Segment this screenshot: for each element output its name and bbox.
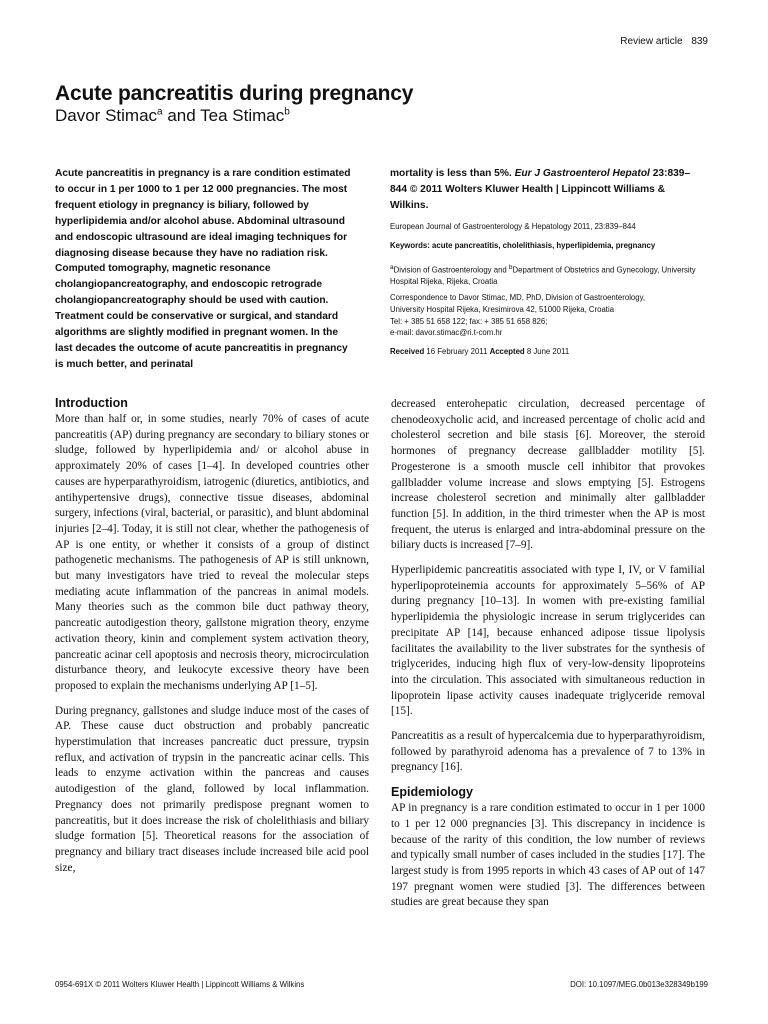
affiliation-b: Department of Obstetrics and Gynecology, University Hospital Rijeka, Rijeka, Croatia	[390, 265, 696, 287]
paragraph: During pregnancy, gallstones and sludge induce most of the cases of AP. These cause duct obstruction and probably pancreatic hyperstimulation that increases pancreatic duct pressure, trypsin reflux, and activation of trypsin in the pancreatic acinar cells. This leads to enzyme activation within the pancreas and causes autodigestion of the gland, followed by local inflammation. Pregnancy does not primarily predispose pregnant women to pancreatitis, but it does increase the risk of cholelithiasis and biliary sludge formation [5]. Theoretical reasons for the association of pregnancy and biliary tract diseases include increased bile acid pool size,	[55, 704, 369, 874]
author-affiliation-mark: b	[284, 106, 290, 118]
section-heading-introduction: Introduction	[55, 396, 128, 410]
abstract-right	[390, 166, 700, 214]
abstract-left: Acute pancreatitis in pregnancy is a rare condition estimated to occur in 1 per 1000 to 1 per 12 000 pregnancies. The most frequent etiology in pregnancy is biliary, followed by hyperlipidemia and/or alcohol abuse. Abdominal ultrasound and endoscopic ultrasound are ideal imaging techniques for diagnosing disease because they have no radiation risk. Computed tomography, magnetic resonance cholangiopancreatography, and endoscopic retrograde cholangiopancreatography should be used with caution. Treatment could be conservative or surgical, and standard algorithms are slightly modified in pregnant women. In the last decades the outcome of acute pancreatitis in pregnancy is much better, and perinatal	[55, 168, 351, 370]
correspondence-line: University Hospital Rijeka, Kresimirova 42, 51000 Rijeka, Croatia	[390, 304, 615, 314]
section-heading-epidemiology: Epidemiology	[391, 785, 473, 800]
section-label: Review article	[620, 36, 683, 47]
affiliations	[390, 262, 720, 288]
correspondence-email: e-mail: davor.stimac@ri.t-com.hr	[390, 328, 503, 338]
paragraph: decreased enterohepatic circulation, decreased percentage of chenodeoxycholic acid, and increased percentage of cholic acid and cholesterol secretion and bile stasis [6]. Moreover, the steroid hormones of pregnancy decrease gallbladder motility [5]. Progesterone is a smooth muscle cell inhibitor that provokes gallbladder volume increase and slows emptying [5]. Estrogens increase cholesterol secretion and minimally alter gallbladder function [5]. In addition, in the third trimester when the AP is most frequent, the uterus is enlarged and intra-abdominal pressure on the biliary ducts is increased [7–9].	[391, 398, 705, 552]
paragraph: More than half or, in some studies, nearly 70% of cases of acute pancreatitis (AP) during pregnancy are secondary to biliary stones or sludge, followed by hyperlipidemia and/ or alcohol abuse in approximately 20% of cases [1–4]. In developed countries other causes are hyperparathyroidism, iatrogenic (diuretics, antibiotics, and antihypertensive drugs), connective tissue diseases, abdominal surgery, infections (viral, bacterial, or parasitic), and blunt abdominal injuries [2–4]. Today, it is still not clear, whether the pathogenesis of AP is one entity, or whether it consists of a group of distinct pathogenetic mechanisms. The pathogenesis of AP is still unknown, but many investigators have tried to reveal the molecular steps mediating acute inflammation of the pancreas in animal models. Many theories such as the common bile duct pathway theory, pancreatic autodigestion theory, gallstone migration theory, enzyme activation theory, kinin and complement system activation theory, pancreatic acinar cell apoptosis and necrosis theory, microcirculation disturbance theory, and leukocyte excessive theory have been proposed to explain the mechanisms underlying AP [1–5].	[55, 413, 370, 692]
correspondence	[390, 292, 720, 339]
running-head	[620, 36, 708, 47]
author-name: Tea Stimac	[200, 106, 285, 125]
received-accepted	[390, 346, 720, 358]
correspondence-line: Tel: + 385 51 658 122; fax: + 385 51 658 826;	[390, 316, 548, 326]
journal-name: European Journal of Gastroenterology & Hepatology	[390, 222, 572, 231]
body-column-left	[55, 396, 369, 885]
affiliation-mark: a	[390, 264, 394, 271]
paragraph: AP in pregnancy is a rare condition estimated to occur in 1 per 1000 to 1 per 12 000 pregnancies [3]. This discrepancy in incidence is because of the rarity of this condition, the low number of reviews and typically small number of cases included in the studies [17]. The largest study is from 1995 reports in which 43 cases of AP out of 147 197 pregnant women were studied [3]. The differences between studies are great because they span	[391, 802, 705, 909]
copyright-footer: 0954-691X © 2011 Wolters Kluwer Health | Lippincott Williams & Wilkins	[55, 980, 305, 989]
journal-details: 2011, 23:839–844	[573, 222, 636, 231]
journal-citation	[390, 221, 720, 233]
affiliation-mark: b	[508, 264, 513, 271]
body-column-right	[391, 397, 705, 920]
keywords	[390, 240, 720, 252]
received-date: 16 February 2011	[426, 347, 488, 356]
article-title: Acute pancreatitis during pregnancy	[55, 82, 414, 105]
paragraph: Hyperlipidemic pancreatitis associated with type I, IV, or V familial hyperlipoproteinemia accounts for approximately 5–56% of AP during pregnancy [10–13]. In women with pre-existing familial hyperlipidemia the physiologic increase in serum triglycerides can precipitate AP [14], because enhanced adipose tissue lipolysis facilitates the availability to the liver substrates for the synthesis of triglycerides, inducing high flux of very-low-density lipoproteins into the circulation. This associated with simultaneous reduction in lipoprotein lipase activity causes inadequate triglyceride removal [15].	[391, 564, 705, 718]
received-label: Received	[390, 347, 425, 356]
author-line	[55, 106, 290, 126]
paragraph: Pancreatitis as a result of hypercalcemia due to hyperparathyroidism, followed by parathyroid adenoma has a prevalence of 7 to 13% in pregnancy [16].	[391, 730, 705, 774]
keywords-label: Keywords:	[390, 241, 430, 250]
author-affiliation-mark: a	[157, 106, 163, 118]
doi-footer: DOI: 10.1097/MEG.0b013e328349b199	[570, 980, 708, 989]
citation-journal: Eur J Gastroenterol Hepatol	[514, 168, 650, 179]
accepted-label: Accepted	[489, 347, 525, 356]
abstract-conclusion: mortality is less than 5%.	[390, 168, 512, 179]
page-number: 839	[691, 36, 708, 47]
author-connector: and	[167, 106, 196, 125]
keywords-list: acute pancreatitis, cholelithiasis, hyperlipidemia, pregnancy	[432, 241, 656, 250]
citation-details: 23:839–844 © 2011 Wolters Kluwer Health | Lippincott Williams & Wilkins.	[390, 168, 691, 211]
accepted-date: 8 June 2011	[526, 347, 570, 356]
affiliation-a: Division of Gastroenterology and	[393, 265, 507, 275]
author-name: Davor Stimac	[55, 106, 158, 125]
correspondence-line: Correspondence to Davor Stimac, MD, PhD, Division of Gastroenterology,	[390, 293, 646, 302]
